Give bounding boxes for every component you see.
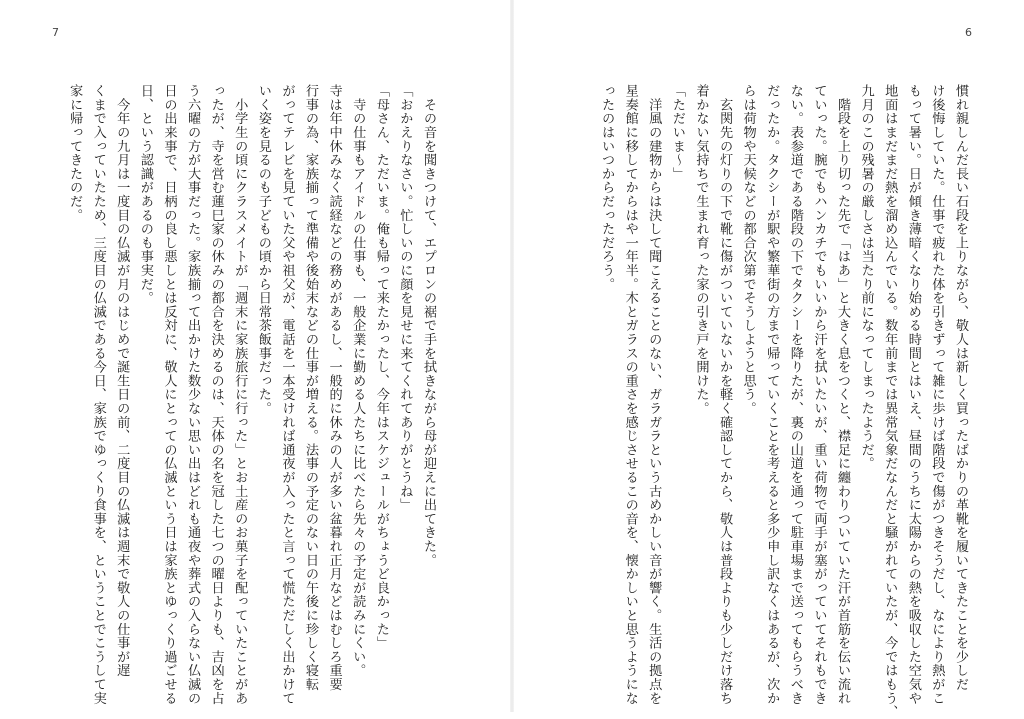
right-page-text-line: だったか。タクシーが駅や繁華街の方まで帰っていくことを考えると多少申し訳なくはあるが、次か bbox=[764, 84, 780, 705]
right-page-text-line: 星奏館に移してからはや一年半。木とガラスの重さを感じさせるこの音を、懐かしいと思うようにな bbox=[622, 84, 638, 705]
right-page-text-line: ったのはいつからだっただろう。 bbox=[599, 84, 615, 291]
left-page-text-line: ったが、寺を営む蓮巳家の休みの都合を決めるのは、天体の名を冠した七つの曜日よりも、吉凶を占 bbox=[208, 84, 224, 705]
right-page-text-line: 洋風の建物からは決して聞こえることのない、ガラガラという古めかしい音が響く。生活の拠点を bbox=[646, 84, 662, 705]
page-number-left: 7 bbox=[52, 26, 59, 39]
left-page-text-line: くまで入っていたため、三度目の仏滅である今日、家族でゆっくり食事を、ということでこうして実 bbox=[90, 84, 106, 705]
right-page-text-line: 「ただいま〜」 bbox=[669, 84, 685, 181]
left-page-text-line: 今年の九月は一度目の仏滅が月のはじめで誕生日の前、二度目の仏滅は週末で敬人の仕事が遅 bbox=[114, 84, 130, 678]
left-page-text-line: う六曜の方が大事だった。家族揃って出かけた数少ない思い出はどれも通夜や葬式の入らない仏滅の bbox=[185, 84, 201, 705]
left-page-text-line: 行事の為、家族揃って準備や後始末などの仕事が増える。法事の予定のない日の午後に珍しく寝転 bbox=[303, 84, 319, 692]
left-page-text-line: 寺は年中休みなく読経などの務めがあるし、一般的に休みの人が多い盆暮れ正月などはむしろ重要 bbox=[326, 84, 342, 692]
left-page-text-line: 寺の仕事もアイドルの仕事も、一般企業に勤める人たちに比べたら先々の予定が読みにくい。 bbox=[350, 84, 366, 678]
right-page-text-line: ていった。腕でもハンカチでもいいから汗を拭いたいが、重い荷物で両手が塞がっていてそれもでき bbox=[811, 84, 827, 705]
right-page-text-line: 地面はまだまだ熱を溜め込んでいる。数年前までは異常気象だなんだと騒がれていたが、今ではもう、 bbox=[882, 84, 898, 719]
left-page-text-line: 家に帰ってきたのだ。 bbox=[67, 84, 83, 222]
right-page-text-line: 階段を上り切った先で「はあ」と大きく息をつくと、襟足に纏わりついていた汗が首筋を伝い流れ bbox=[835, 84, 851, 705]
right-page-text-line: け後悔していた。仕事で疲れた体を引きずって雑に歩けば階段で傷がつきそうだし、なにより熱がこ bbox=[929, 84, 945, 705]
right-page-body bbox=[595, 84, 973, 719]
right-page-text-line: 着かない気持ちで生まれ育った家の引き戸を開けた。 bbox=[693, 84, 709, 416]
left-page-text-line: 日の出来事で、日柄の良し悪しとは反対に、敬人にとっての仏滅という日は家族とゆっくり過ごせる bbox=[161, 84, 177, 705]
left-page-text-line: 小学生の頃にクラスメイトが「週末に家族旅行に行った」とお土産のお菓子を配っていたことがあ bbox=[232, 84, 248, 705]
right-page-text-line: 玄関先の灯りの下で靴に傷がついていないかを軽く確認してから、敬人は普段よりも少しだけ落ち bbox=[717, 84, 733, 705]
right-page-text-line: 九月のこの残暑の厳しさは当たり前になってしまったようだ。 bbox=[858, 84, 874, 471]
left-page-text-line: その音を聞きつけて、エプロンの裾で手を拭きながら母が迎えに出てきた。 bbox=[421, 84, 436, 567]
left-page-text-line: 「母さん、ただいま。俺も帰って来たかったし、今年はスケジュールがちょうど良かった」 bbox=[373, 84, 389, 650]
left-page-text-line: 日、という認識があるのも事実だ。 bbox=[137, 84, 153, 305]
left-page-text-line: がってテレビを見ていた父や祖父が、電話を一本受ければ通夜が入ったと言って慌ただしく出かけて bbox=[279, 84, 295, 705]
left-page-text-line: いく姿を見るのも子どもの頃から日常茶飯事だった。 bbox=[255, 84, 271, 416]
left-page bbox=[0, 0, 512, 712]
left-page-body bbox=[63, 84, 441, 705]
right-page-text-line: らは荷物や天候などの都合次第でそうしようと思う。 bbox=[740, 84, 756, 416]
right-page-text-line: ない。表参道である階段の下でタクシーを降りたが、裏の山道を通って駐車場まで送ってもらうべき bbox=[787, 84, 803, 705]
right-page-text-line: もって暑い。日が傾き薄暗くなり始める時間とはいえ、昼間のうちに太陽からの熱を吸収した空気や bbox=[905, 84, 921, 705]
right-page-text-line: 慣れ親しんだ長い石段を上りながら、敬人は新しく買ったばかりの革靴を履いてきたことを少しだ bbox=[953, 84, 968, 692]
right-page bbox=[512, 0, 1024, 719]
page-number-right: 6 bbox=[965, 26, 972, 39]
left-page-text-line: 「おかえりなさい。忙しいのに顔を見せに来てくれてありがとうね」 bbox=[397, 84, 413, 512]
